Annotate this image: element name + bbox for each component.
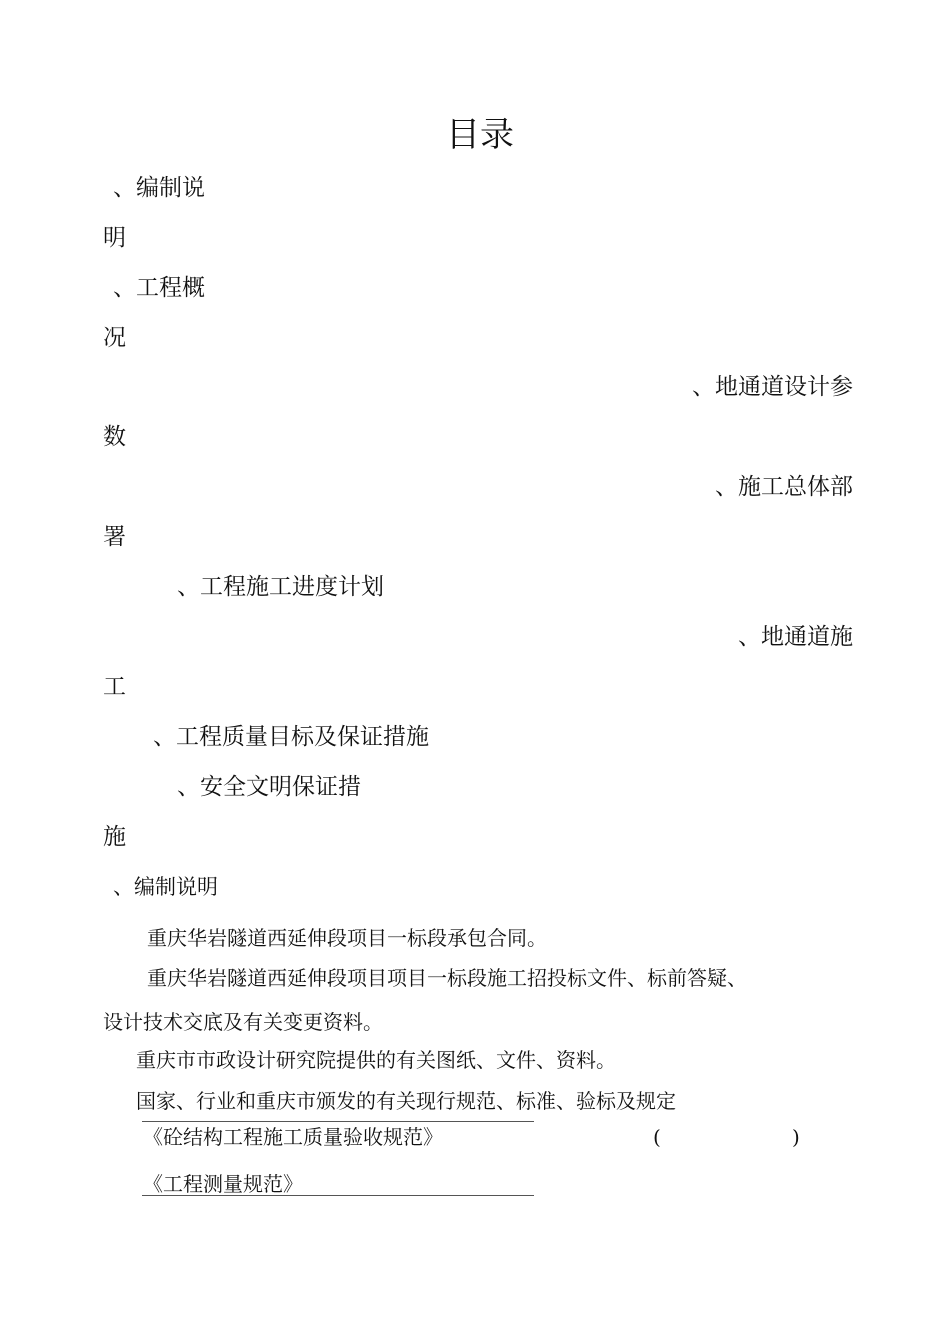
standard-1-paren-open: ( [653,1125,661,1149]
underline-rule-1 [142,1121,534,1122]
basis-item-4: 国家、行业和重庆市颁发的有关现行规范、标准、验标及规定 [136,1089,676,1113]
toc-item-3-wrap: 数 [103,424,126,450]
toc-item-6-wrap: 工 [103,674,126,700]
toc-item-2-wrap: 况 [103,325,126,351]
toc-item-4-wrap: 署 [103,524,126,550]
standard-1-paren-close: ) [792,1125,800,1149]
basis-item-2-continued: 设计技术交底及有关变更资料。 [103,1010,383,1034]
basis-item-2: 重庆华岩隧道西延伸段项目项目一标段施工招投标文件、标前答疑、 [147,966,747,990]
basis-item-1: 重庆华岩隧道西延伸段项目一标段承包合同。 [147,926,547,950]
page-title: 目录 [446,115,514,155]
underline-rule-2 [142,1195,534,1196]
toc-item-7: 、工程质量目标及保证措施 [153,724,429,750]
toc-item-6: 、地通道施 [738,624,853,650]
toc-item-5: 、工程施工进度计划 [177,574,384,600]
section-heading: 、编制说明 [113,875,218,899]
toc-item-8: 、安全文明保证措 [177,774,361,800]
basis-item-3: 重庆市市政设计研究院提供的有关图纸、文件、资料。 [136,1048,616,1072]
toc-item-1: 、编制说 [113,175,205,201]
toc-item-2: 、工程概 [113,275,205,301]
toc-item-1-wrap: 明 [103,225,126,251]
toc-item-4: 、施工总体部 [715,474,853,500]
toc-item-8-wrap: 施 [103,824,126,850]
standard-1-name: 《砼结构工程施工质量验收规范》 [143,1125,443,1149]
toc-item-3: 、地通道设计参 [692,374,853,400]
standard-2-name: 《工程测量规范》 [143,1172,303,1196]
